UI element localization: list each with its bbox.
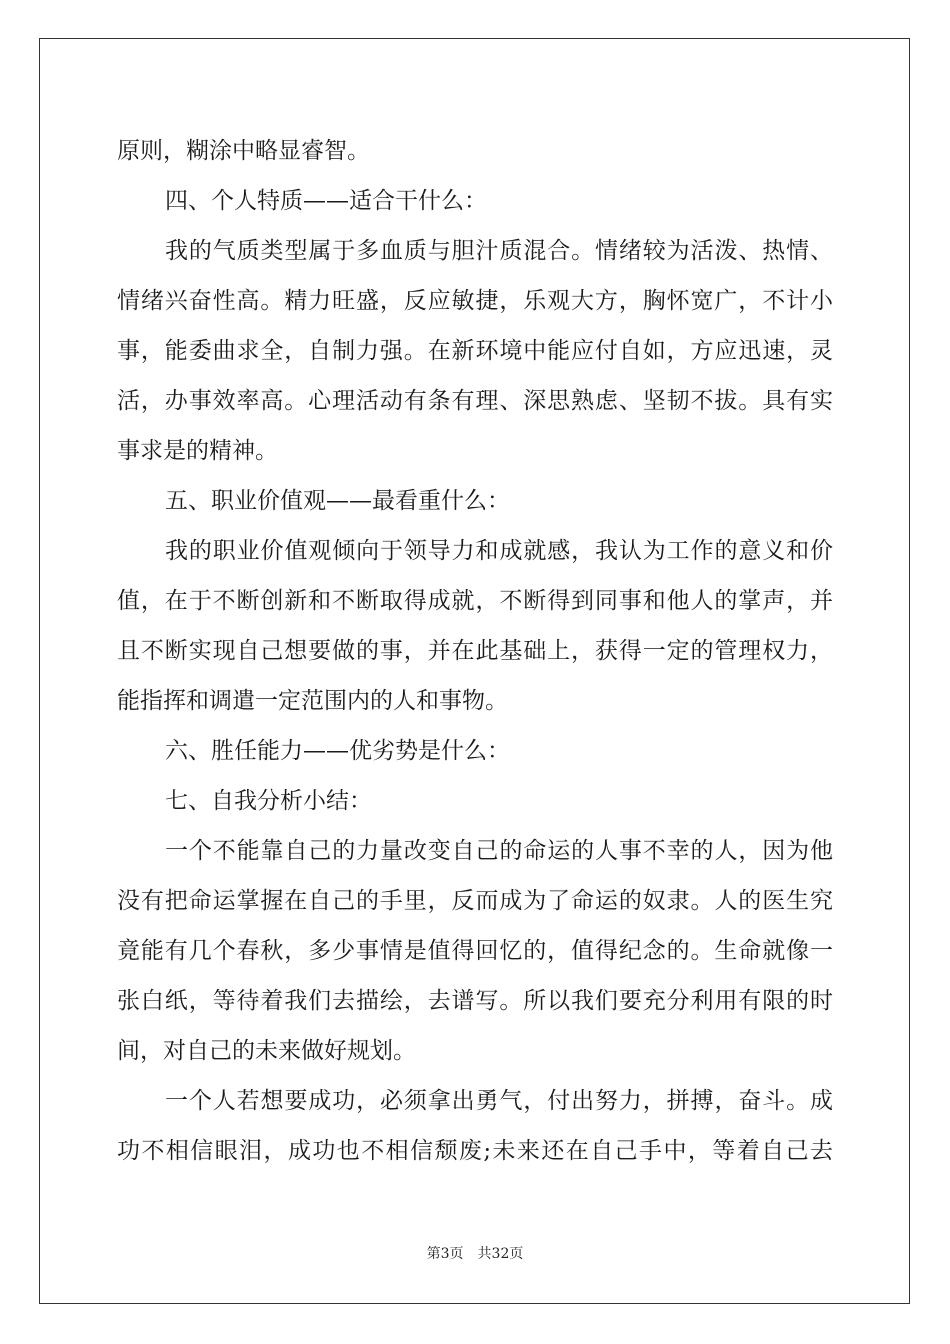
text-line: 竟能有几个春秋，多少事情是值得回忆的，值得纪念的。生命就像一	[117, 938, 833, 964]
text-line: 我的职业价值观倾向于领导力和成就感，我认为工作的意义和价	[165, 538, 833, 564]
text-line: 六、胜任能力——优劣势是什么：	[165, 738, 510, 764]
page-total: 共32页	[477, 1246, 524, 1262]
text-line: 活，办事效率高。心理活动有条有理、深思熟虑、坚韧不拔。具有实	[117, 388, 833, 414]
document-body	[117, 126, 833, 1176]
text-line: 一个不能靠自己的力量改变自己的命运的人事不幸的人，因为他	[165, 838, 833, 864]
text-line: 一个人若想要成功，必须拿出勇气，付出努力，拼搏，奋斗。成	[165, 1088, 833, 1114]
text-line: 七、自我分析小结：	[165, 788, 372, 814]
text-line: 没有把命运掌握在自己的手里，反而成为了命运的奴隶。人的医生究	[117, 888, 833, 914]
page-footer	[0, 1243, 950, 1263]
text-line: 原则，糊涂中略显睿智。	[117, 138, 370, 164]
text-line: 间，对自己的未来做好规划。	[117, 1038, 416, 1064]
page-number: 第3页	[426, 1246, 464, 1262]
text-line: 且不断实现自己想要做的事，并在此基础上，获得一定的管理权力，	[117, 638, 833, 664]
text-line: 四、个人特质——适合干什么：	[165, 188, 487, 214]
text-line: 值，在于不断创新和不断取得成就，不断得到同事和他人的掌声，并	[117, 588, 833, 614]
text-line: 功不相信眼泪，成功也不相信颓废;未来还在自己手中，等着自己去	[117, 1138, 833, 1164]
text-line: 情绪兴奋性高。精力旺盛，反应敏捷，乐观大方，胸怀宽广，不计小	[117, 288, 833, 314]
text-line: 我的气质类型属于多血质与胆汁质混合。情绪较为活泼、热情、	[165, 238, 833, 264]
text-line: 张白纸，等待着我们去描绘，去谱写。所以我们要充分利用有限的时	[117, 988, 833, 1014]
text-line: 事求是的精神。	[117, 438, 278, 464]
text-line: 五、职业价值观——最看重什么：	[165, 488, 510, 514]
text-line: 能指挥和调遣一定范围内的人和事物。	[117, 688, 508, 714]
text-line: 事，能委曲求全，自制力强。在新环境中能应付自如，方应迅速，灵	[117, 338, 833, 364]
